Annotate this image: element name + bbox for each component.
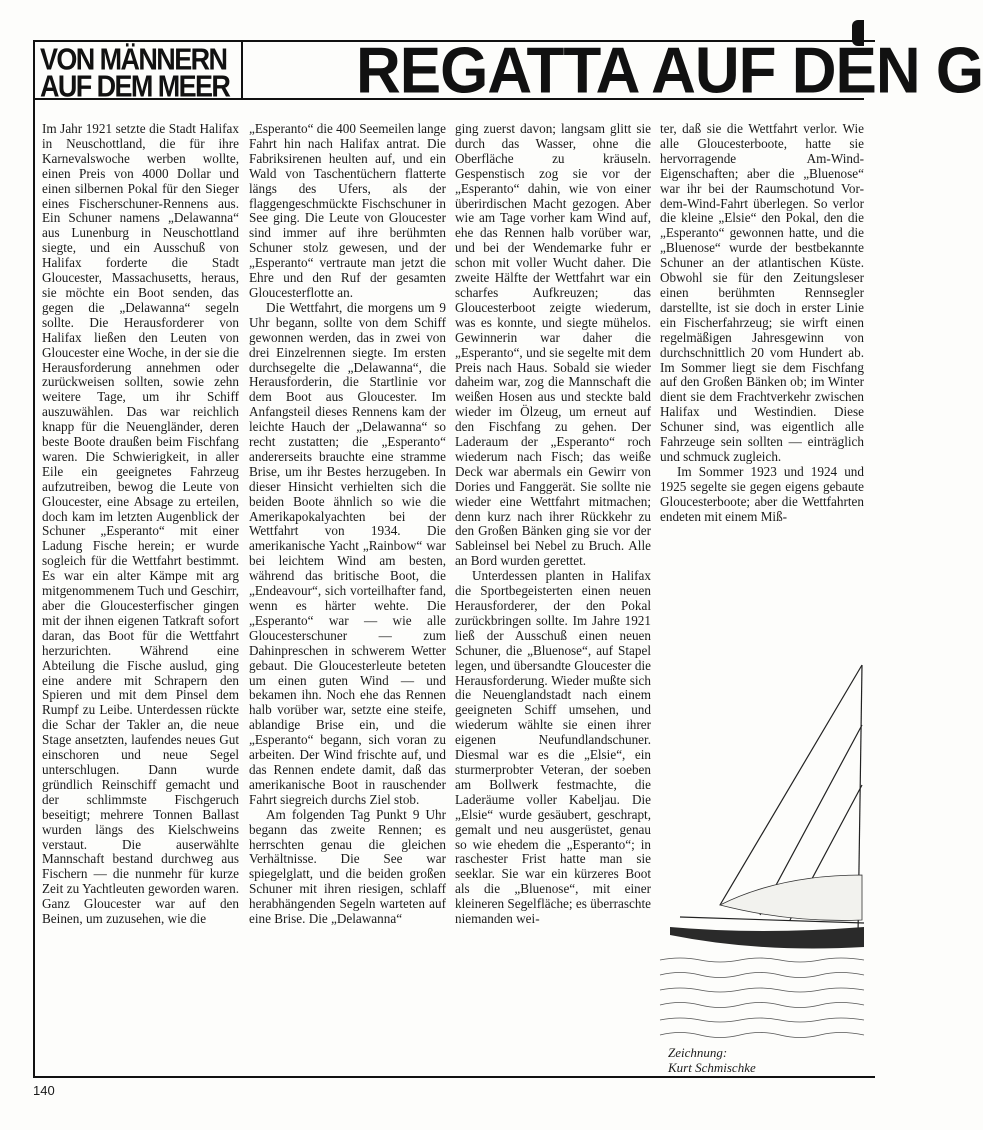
column-4 (660, 122, 864, 567)
column-3 (455, 122, 651, 1072)
header-divider (241, 40, 243, 98)
section-title-line-1: VON MÄNNERN (40, 42, 227, 77)
paragraph: Im Jahr 1921 setzte die Stadt Halifax in Neuschottland, die für ihre Karnevalswoche werben wollte, einen Preis von 4000 Dollar und einen silbernen Pokal für den Sieger eines Fischerschuner-Rennens aus. Ein Schuner namens „Delawanna“ aus Lunenburg in Neuschottland siegte, und ein Ausschuß von Halifax forderte die Stadt Gloucester, Massachusetts, heraus, sie möchte ein Boot senden, das gegen die „Delawanna“ segeln sollte. Die Herausforderer von Halifax ließen den Leuten von Gloucester eine Woche, in der sie die Herausforderung annehmen oder zurückweisen sollten, sowie zehn weitere Tage, um ihr Schiff auszuwählen. Das war reichlich knapp für die Neuengländer, deren beste Boote draußen beim Fischfang waren. Die Schwierigkeit, in aller Eile ein geeignetes Fahrzeug aufzutreiben, bewog die Leute von Gloucester, eine Absage zu erteilen, doch kam im letzten Augenblick der Schuner „Esperanto“ mit einer Ladung Fische herein; er wurde sogleich für die Wettfahrt bestimmt. Es war ein alter Kämpe mit arg mitgenommenem Tuch und Geschirr, aber die Gloucesterfischer gingen mit der ihnen eigenen Tatkraft sofort daran, das Boot für die Wettfahrt herzurichten. Während eine Abteilung die Fische auslud, ging eine andere mit Schrapern den Spieren und mit dem Pinsel dem Rumpf zu Leibe. Unterdessen rückte die Schar der Takler an, die neue Stage ansetzten, laufendes neues Gut einschoren und neue Segel unterschlugen. Dann wurde gründlich Reinschiff gemacht und der schlimmste Fischgeruch beseitigt; mehrere Tonnen Ballast wurden längs des Kielschweins verstaut. Die auserwählte Mannschaft bestand durchweg aus Fischern — die nunmehr für kurze Zeit zu Yachtleuten geworden waren. Ganz Gloucester war auf den Beinen, um zuzusehen, wie die (42, 121, 239, 927)
headline: REGATTA AUF DEN G (356, 34, 983, 108)
section-title-line-2: AUF DEM MEER (40, 69, 230, 104)
page-number: 140 (33, 1083, 55, 1098)
paragraph: ter, daß sie die Wettfahrt verlor. Wie alle Gloucesterboote, hatte sie hervorragende Am-Wind-Eigenschaften; aber die „Bluenose“ war ihr bei der Raumschotund Vor-dem-Wind-Fahrt überlegen. So verlor die kleine „Elsie“ den Pokal, den die „Esperanto“ gewonnen hatte, und die „Bluenose“ wurde der bestbekannte Schuner an der atlantischen Küste. Obwohl sie für den Zeitungsleser einen berühmten Rennsegler darstellte, ist sie doch in erster Linie ein Fischerfahrzeug; sie wirft einen regelmäßigen Jahresgewinn von durchschnittlich 20 vom Hundert ab. Im Sommer liegt sie dem Fischfang auf den Großen Bänken ob; im Winter dient sie dem Frachtverkehr zwischen Halifax und Westindien. Diese Schuner sind, was eigentlich alle Fahrzeuge sein sollten — einträglich und schmuck zugleich. (660, 121, 864, 464)
paragraph: Unterdessen planten in Halifax die Sportbegeisterten einen neuen Herausforderer, der den Pokal zurückbringen sollte. Im Jahre 1921 ließ der Ausschuß einen neuen Schuner, die „Bluenose“, auf Stapel legen, und übersandte Gloucester die Herausforderung. Wieder mußte sich die Neuenglandstadt nach einem geeigneten Schiff umsehen, und wiederum wählte sie einen ihrer eigenen Neufundlandschuner. Diesmal war es die „Elsie“, ein sturmerprobter Veteran, der soeben am Bollwerk festmachte, die Laderäume voller Kabeljau. Die „Elsie“ wurde gesäubert, geschrapt, gemalt und neu ausgerüstet, genau so wie ehedem die „Esperanto“; in raschester Frist hatte man sie seeklar. Sie war ein kürzeres Boot als die „Bluenose“, mit einer kleineren Segelfläche; es überraschte niemanden wei- (455, 568, 651, 927)
paragraph: „Esperanto“ die 400 Seemeilen lange Fahrt hin nach Halifax antrat. Die Fabriksirenen heulten auf, und ein Wald von Taschentüchern flatterte längs des Ufers, als der flaggengeschmückte Fischschuner in See ging. Die Leute von Gloucester sind immer auf ihre berühmten Schuner stolz gewesen, und der „Esperanto“ vertraute man jetzt die Ehre und den Ruf der gesamten Gloucesterflotte an. (249, 121, 447, 300)
section-title (40, 42, 230, 104)
paragraph: ging zuerst davon; langsam glitt sie durch das Wasser, ohne die Oberfläche zu kräuseln. Gespenstisch zog sie vor der „Esperanto“ dahin, wie von einer überirdischen Macht gezogen. Aber wie am Tage vorher kam Wind auf, ehe das Rennen halb vorüber war, und bei der Wendemarke fuhr er schon mit voller Wucht daher. Die zweite Hälfte der Wettfahrt war ein scharfes Aufkreuzen; das Gloucesterboot zeigte wiederum, was es konnte, und siegte mühelos. Gewinnerin war daher die „Esperanto“, und sie segelte mit dem Preis nach Haus. Sobald sie wieder daheim war, zog die Mannschaft die weißen Hosen aus und steckte bald wieder im Ölzeug, um erneut auf den Fischfang zu gehen. Der Laderaum der „Esperanto“ roch wiederum nach Fisch; das weiße Deck war abermals ein Gewirr von Dories und Fanggerät. Sie sollte nie wieder eine Wettfahrt mitmachen; denn kurz nach ihrer Rückkehr zu den Großen Bänken ging sie vor der Sableinsel bei Nebel zu Bruch. Alle an Bord wurden gerettet. (455, 121, 651, 569)
column-1 (42, 122, 239, 1072)
drawing-caption (668, 1045, 756, 1075)
caption-line-1: Zeichnung: (668, 1045, 728, 1060)
paragraph: Im Sommer 1923 und 1924 und 1925 segelte sie gegen eigens gebaute Gloucesterboote; aber die Wettfahrten endeten mit einem Miß- (660, 463, 864, 524)
caption-line-2: Kurt Schmischke (668, 1060, 756, 1075)
hull-shape (670, 927, 864, 949)
stay-line (720, 665, 862, 905)
sail-shape (720, 875, 862, 920)
column-2 (249, 122, 446, 1072)
paragraph: Die Wettfahrt, die morgens um 9 Uhr begann, sollte von dem Schiff gewonnen werden, das in zwei von drei Einzelrennen siegte. Im ersten durchsegelte die „Delawanna“, die Herausforderin, die Startlinie vor dem Boot aus Gloucester. Im Anfangsteil dieses Rennens kam der leichte Hauch der „Delawanna“ so recht zustatten; die „Esperanto“ andererseits brauchte eine stramme Brise, um ihr Bestes herzugeben. In dieser Hinsicht verhielten sich die beiden Boote ähnlich so wie die Amerikapokalyachten bei der Wettfahrt von 1934. Die amerikanische Yacht „Rainbow“ war bei leichtem Wind am besten, während das britische Boot, die „Endeavour“, sich vorteilhafter fand, wenn es härter wehte. Die „Esperanto“ war — wie alle Gloucesterschuner — zum Dahinpreschen in schwerem Wetter gebaut. Die Gloucesterleute beteten um einen guten Wind — und bekamen ihn. Noch ehe das Rennen halb vorüber war, setzte eine steife, ablandige Brise ein, und die „Esperanto“ begann, sich voran zu arbeiten. Der Wind frischte auf, und das Rennen endete damit, daß das amerikanische Boot in rauschender Fahrt siegreich durchs Ziel stob. (249, 299, 446, 807)
paragraph: Am folgenden Tag Punkt 9 Uhr begann das zweite Rennen; es herrschten genau die gleichen Verhältnisse. Die See war spiegelglatt, und die beiden großen Schuner mit ihren riesigen, schlaff herabhängenden Segeln warteten auf eine Brise. Die „Delawanna“ (249, 806, 446, 927)
schooner-drawing (660, 575, 864, 1045)
